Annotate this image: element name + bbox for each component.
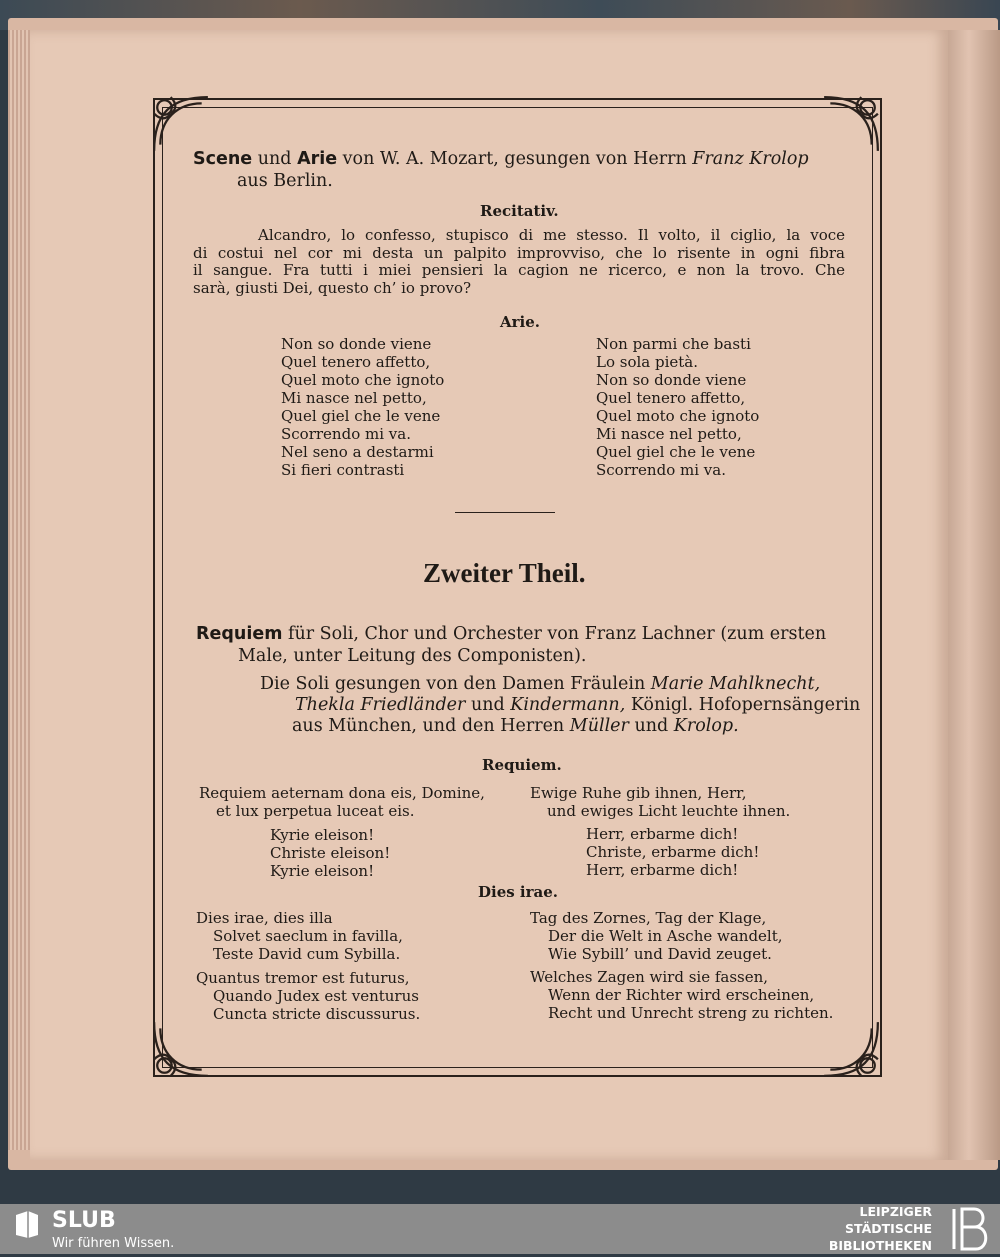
requiem-heading: Requiem. — [482, 756, 562, 774]
recitativ-text: Alcandro, lo confesso, stupisco di me stesso. Il volto, il ciglio, la voce di costui nel cor mi desta un palpito improvviso, che lo risente in ogni fibra il sangue. Fra tutti i miei pensieri la cagion ne ricerco, e non la trovo. Che sarà, giusti Dei, questo ch’ io provo? — [193, 226, 845, 297]
section-divider — [455, 512, 555, 513]
kyrie-german: Herr, erbarme dich! Christe, erbarme dich! Herr, erbarme dich! — [586, 825, 760, 879]
requiem-latin-1: Requiem aeternam dona eis, Domine, et lux perpetua luceat eis. — [199, 784, 485, 820]
lsb-logo-icon[interactable] — [946, 1205, 992, 1253]
corner-ornament-icon — [820, 93, 882, 155]
corner-ornament-icon — [150, 93, 212, 155]
right-page-edge — [948, 30, 1000, 1160]
requiem-program-line: Requiem für Soli, Chor und Orchester von Franz Lachner (zum ersten — [196, 624, 827, 644]
corner-ornament-icon — [820, 1018, 882, 1080]
soli-line-3: aus München, und den Herren Müller und Krolop. — [292, 716, 739, 736]
arie-right-column: Non parmi che basti Lo sola pietà. Non so donde viene Quel tenero affetto, Quel moto che ignoto Mi nasce nel petto, Quel giel che le vene Scorrendo mi va. — [596, 335, 760, 479]
requiem-german-1: Ewige Ruhe gib ihnen, Herr, und ewiges Licht leuchte ihnen. — [530, 784, 791, 820]
requiem-program-cont: Male, unter Leitung des Componisten). — [238, 646, 587, 666]
corner-ornament-icon — [150, 1018, 212, 1080]
slub-logo-icon — [14, 1209, 40, 1239]
soli-line-2: Thekla Friedländer und Kindermann, Königl. Hofopernsängerin — [295, 695, 861, 715]
dies-latin-1: Dies irae, dies illa Solvet saeclum in favilla, Teste David cum Sybilla. — [196, 909, 403, 963]
arie-heading: Arie. — [500, 313, 541, 331]
lsb-label-line-3: BIBLIOTHEKEN — [828, 1238, 932, 1253]
slub-tagline: Wir führen Wissen. — [52, 1236, 175, 1251]
scene-heading: Scene und Arie von W. A. Mozart, gesungen von Herrn Franz Krolop — [193, 149, 809, 169]
lsb-label-line-2: STÄDTISCHE — [845, 1221, 932, 1236]
scene-heading-cont: aus Berlin. — [237, 171, 333, 191]
kyrie-latin: Kyrie eleison! Christe eleison! Kyrie eleison! — [270, 826, 391, 880]
part-two-title: Zweiter Theil. — [423, 558, 586, 588]
soli-line-1: Die Soli gesungen von den Damen Fräulein Marie Mahlknecht, — [260, 674, 821, 694]
dies-irae-heading: Dies irae. — [478, 883, 559, 901]
dies-latin-2: Quantus tremor est futurus, Quando Judex est venturus Cuncta stricte discussurus. — [196, 969, 421, 1023]
arie-left-column: Non so donde viene Quel tenero affetto, Quel moto che ignoto Mi nasce nel petto, Quel giel che le vene Scorrendo mi va. Nel seno a destarmi Si fieri contrasti — [281, 335, 445, 479]
dies-german-1: Tag des Zornes, Tag der Klage, Der die Welt in Asche wandelt, Wie Sybill’ und David zeuget. — [530, 909, 783, 963]
dies-german-2: Welches Zagen wird sie fassen, Wenn der Richter wird erscheinen, Recht und Unrecht streng zu richten. — [530, 968, 834, 1022]
slub-name[interactable]: SLUB — [52, 1208, 116, 1233]
lsb-label-line-1: LEIPZIGER — [859, 1204, 932, 1219]
recitativ-heading: Recitativ. — [480, 202, 559, 220]
